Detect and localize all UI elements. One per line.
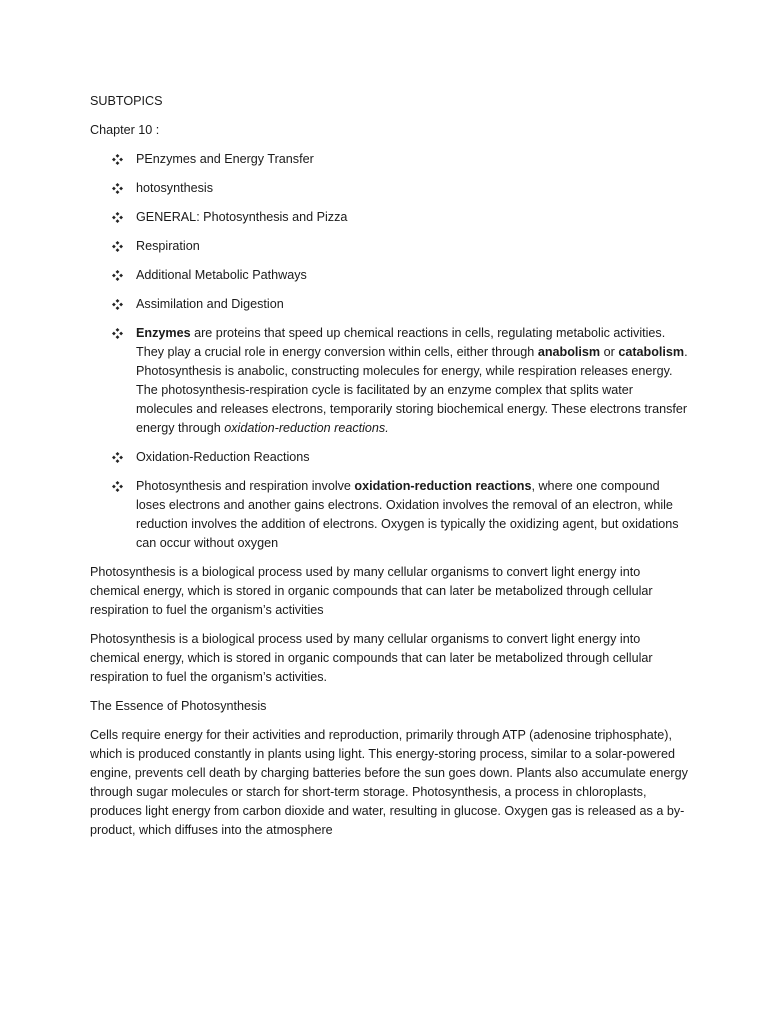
- list-item-text: Additional Metabolic Pathways: [136, 268, 307, 282]
- list-item-text: Oxidation-Reduction Reactions: [136, 450, 310, 464]
- bold-term: Enzymes: [136, 326, 191, 340]
- list-item-text: PEnzymes and Energy Transfer: [136, 152, 314, 166]
- diamond-bullet-icon: [112, 212, 123, 223]
- list-item: [90, 266, 690, 285]
- list-item: [90, 150, 690, 169]
- body-paragraph: Cells require energy for their activities and reproduction, primarily through ATP (adenosine triphosphate), which is produced constantly in plants using light. This energy-storing process, similar to a solar-powered engine, prevents cell death by charging batteries before the sun goes down. Plants also accumulate energy through sugar molecules or starch for short-term storage. Photosynthesis, a process in chloroplasts, produces light energy from carbon dioxide and water, resulting in glucose. Oxygen gas is released as a by-product, which diffuses into the atmosphere: [90, 728, 688, 837]
- bold-term: catabolism: [618, 345, 685, 359]
- diamond-bullet-icon: [112, 270, 123, 281]
- document-content: [90, 92, 690, 850]
- list-item: [90, 208, 690, 227]
- list-item-enzymes: [90, 324, 690, 438]
- diamond-bullet-icon: [112, 154, 123, 165]
- text-run: , where one compound loses electrons and another gains electrons. Oxidation involves the removal of an electron, while reduction involves the addition of electrons. Oxygen is typically the oxidizing agent, but oxidations can occur without oxygen: [136, 479, 679, 550]
- list-item-text: Respiration: [136, 239, 200, 253]
- list-item-text: [136, 479, 679, 550]
- text-run: Photosynthesis and respiration involve: [136, 479, 355, 493]
- text-run: or: [600, 345, 619, 359]
- subtopic-list: [90, 150, 690, 553]
- list-item: [90, 237, 690, 256]
- diamond-bullet-icon: [112, 241, 123, 252]
- text-run: are proteins that speed up chemical reactions in cells, regulating metabolic activities. They play a crucial role in energy conversion within cells, either through: [136, 326, 666, 359]
- list-item-text: [136, 326, 688, 435]
- chapter-label: Chapter 10 :: [90, 123, 160, 137]
- subtopics-heading: SUBTOPICS: [90, 94, 163, 108]
- diamond-bullet-icon: [112, 481, 123, 492]
- section-title: The Essence of Photosynthesis: [90, 699, 267, 713]
- list-item-text: Assimilation and Digestion: [136, 297, 284, 311]
- diamond-bullet-icon: [112, 452, 123, 463]
- diamond-bullet-icon: [112, 328, 123, 339]
- diamond-bullet-icon: [112, 299, 123, 310]
- list-item-redox: [90, 477, 690, 553]
- text-run: . Photosynthesis is anabolic, constructing molecules for energy, while respiration releases energy. The photosynthesis-respiration cycle is facilitated by an enzyme complex that splits water molecules and releases electrons, temporarily storing biochemical energy. These electrons transfer energy through: [136, 345, 688, 435]
- diamond-bullet-icon: [112, 183, 123, 194]
- list-item: [90, 295, 690, 314]
- list-item-text: hotosynthesis: [136, 181, 214, 195]
- italic-term: oxidation-reduction reactions.: [224, 421, 389, 435]
- body-paragraph: Photosynthesis is a biological process used by many cellular organisms to convert light energy into chemical energy, which is stored in organic compounds that can later be metabolized through cellular respiration to fuel the organism’s activities.: [90, 632, 653, 684]
- list-item: [90, 179, 690, 198]
- bold-term: anabolism: [537, 345, 601, 359]
- bold-term: oxidation-reduction reactions: [354, 479, 532, 493]
- body-paragraph: Photosynthesis is a biological process used by many cellular organisms to convert light energy into chemical energy, which is stored in organic compounds that can later be metabolized through cellular respiration to fuel the organism’s activities: [90, 565, 653, 617]
- list-item-text: GENERAL: Photosynthesis and Pizza: [136, 210, 348, 224]
- list-item: [90, 448, 690, 467]
